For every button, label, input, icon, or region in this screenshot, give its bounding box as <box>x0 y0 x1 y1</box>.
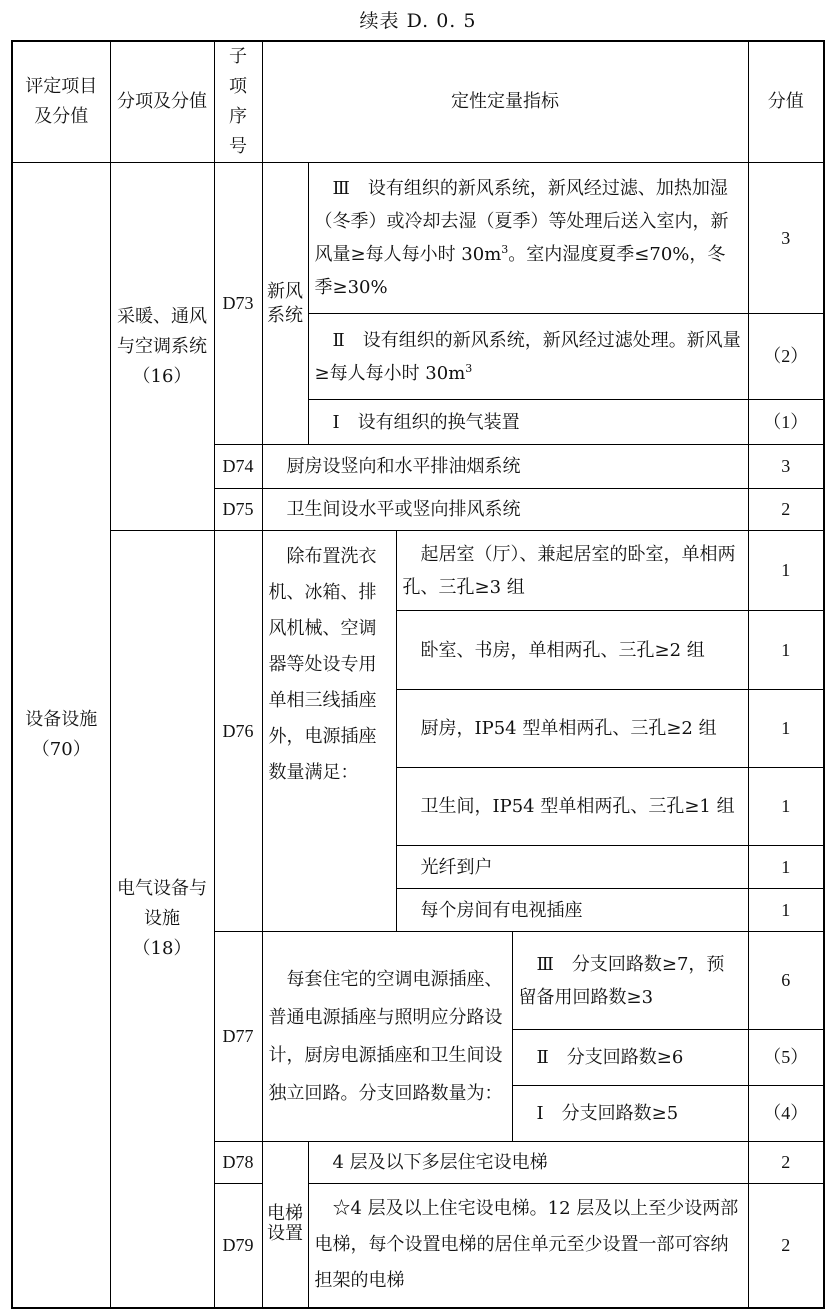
d77-level2: Ⅱ 分支回路数≥6 <box>512 1030 748 1086</box>
d73-level1: Ⅰ 设有组织的换气装置 <box>308 400 748 445</box>
seq-d77: D77 <box>214 932 262 1142</box>
d76-lead: 除布置洗衣机、冰箱、排风机械、空调器等处设专用单相三线插座外，电源插座数量满足： <box>262 531 396 932</box>
d73-level3-sup: 3 <box>501 243 509 256</box>
d78-score: 2 <box>748 1142 824 1184</box>
subitem-hvac-score: （16） <box>132 365 192 387</box>
d74-text: 厨房设竖向和水平排油烟系统 <box>262 445 748 489</box>
d79-text: ☆4 层及以上住宅设电梯。12 层及以上至少设两部电梯，每个设置电梯的居住单元至少设置一部可容纳担架的电梯 <box>308 1184 748 1308</box>
d73-level3-tail: 。室内湿度夏季≤70%，冬季≥30% <box>314 244 726 298</box>
d76-row-5-score: 1 <box>748 846 824 889</box>
header-row <box>12 41 824 163</box>
d76-row-3-score: 1 <box>748 690 824 768</box>
d77-level1-score: （4） <box>748 1086 824 1142</box>
evaluation-table <box>11 40 825 1309</box>
d77-level2-score: （5） <box>748 1030 824 1086</box>
d76-row-4-score: 1 <box>748 768 824 846</box>
d77-lead: 每套住宅的空调电源插座、普通电源插座与照明应分路设计，厨房电源插座和卫生间设独立回路。分支回路数量为： <box>262 932 512 1142</box>
d76-row-4: 卫生间，IP54 型单相两孔、三孔≥1 组 <box>396 768 748 846</box>
d79-score: 2 <box>748 1184 824 1308</box>
d73-level2-score: （2） <box>748 314 824 400</box>
seq-d74: D74 <box>214 445 262 489</box>
seq-d79: D79 <box>214 1184 262 1308</box>
elevator-label: 电梯设置 <box>262 1142 308 1308</box>
d76-row-2-score: 1 <box>748 611 824 690</box>
subitem-electrical-cell <box>110 531 214 1308</box>
seq-d78: D78 <box>214 1142 262 1184</box>
header-subitem: 分项及分值 <box>110 41 214 163</box>
d73-level2 <box>308 314 748 400</box>
subitem-hvac-name: 采暖、通风与空调系统 <box>117 305 207 357</box>
d76-row-3: 厨房，IP54 型单相两孔、三孔≥2 组 <box>396 690 748 768</box>
d76-row-5: 光纤到户 <box>396 846 748 889</box>
d78-text: 4 层及以下多层住宅设电梯 <box>308 1142 748 1184</box>
d74-score: 3 <box>748 445 824 489</box>
d76-row-1: 起居室（厅）、兼起居室的卧室，单相两孔、三孔≥3 组 <box>396 531 748 611</box>
table-row <box>12 163 824 314</box>
item-name: 设备设施 <box>25 708 98 730</box>
d75-text: 卫生间设水平或竖向排风系统 <box>262 489 748 531</box>
d77-level3-score: 6 <box>748 932 824 1030</box>
d76-row-6: 每个房间有电视插座 <box>396 889 748 932</box>
d76-row-2: 卧室、书房，单相两孔、三孔≥2 组 <box>396 611 748 690</box>
fresh-air-label: 新风系统 <box>262 163 308 445</box>
seq-d73: D73 <box>214 163 262 445</box>
table-caption: 续表 D. 0. 5 <box>359 10 477 32</box>
d73-level3-score: 3 <box>748 163 824 314</box>
d76-row-6-score: 1 <box>748 889 824 932</box>
header-seq: 子项序号 <box>214 41 262 163</box>
d77-level3: Ⅲ 分支回路数≥7，预留备用回路数≥3 <box>512 932 748 1030</box>
header-score: 分值 <box>748 41 824 163</box>
header-item: 评定项目及分值 <box>12 41 110 163</box>
subitem-electrical-name: 电气设备与设施 <box>117 877 207 929</box>
subitem-hvac-cell <box>110 163 214 531</box>
header-indicator: 定性定量指标 <box>262 41 748 163</box>
seq-d75: D75 <box>214 489 262 531</box>
d75-score: 2 <box>748 489 824 531</box>
d73-level2-text: Ⅱ 设有组织的新风系统，新风经过滤处理。新风量≥每人每小时 30m <box>314 329 741 384</box>
item-score: （70） <box>31 738 91 760</box>
d77-level1: Ⅰ 分支回路数≥5 <box>512 1086 748 1142</box>
item-cell <box>12 163 110 1308</box>
subitem-electrical-score: （18） <box>132 937 192 959</box>
d76-row-1-score: 1 <box>748 531 824 611</box>
d73-level3 <box>308 163 748 314</box>
d73-level1-score: （1） <box>748 400 824 445</box>
table-row <box>12 531 824 611</box>
d73-level2-sup: 3 <box>465 361 473 375</box>
seq-d76: D76 <box>214 531 262 932</box>
d73-level3-text: Ⅲ 设有组织的新风系统，新风经过滤、加热加湿（冬季）或冷却去湿（夏季）等处理后送入室内，新风量≥每人每小时 30m <box>314 178 729 265</box>
